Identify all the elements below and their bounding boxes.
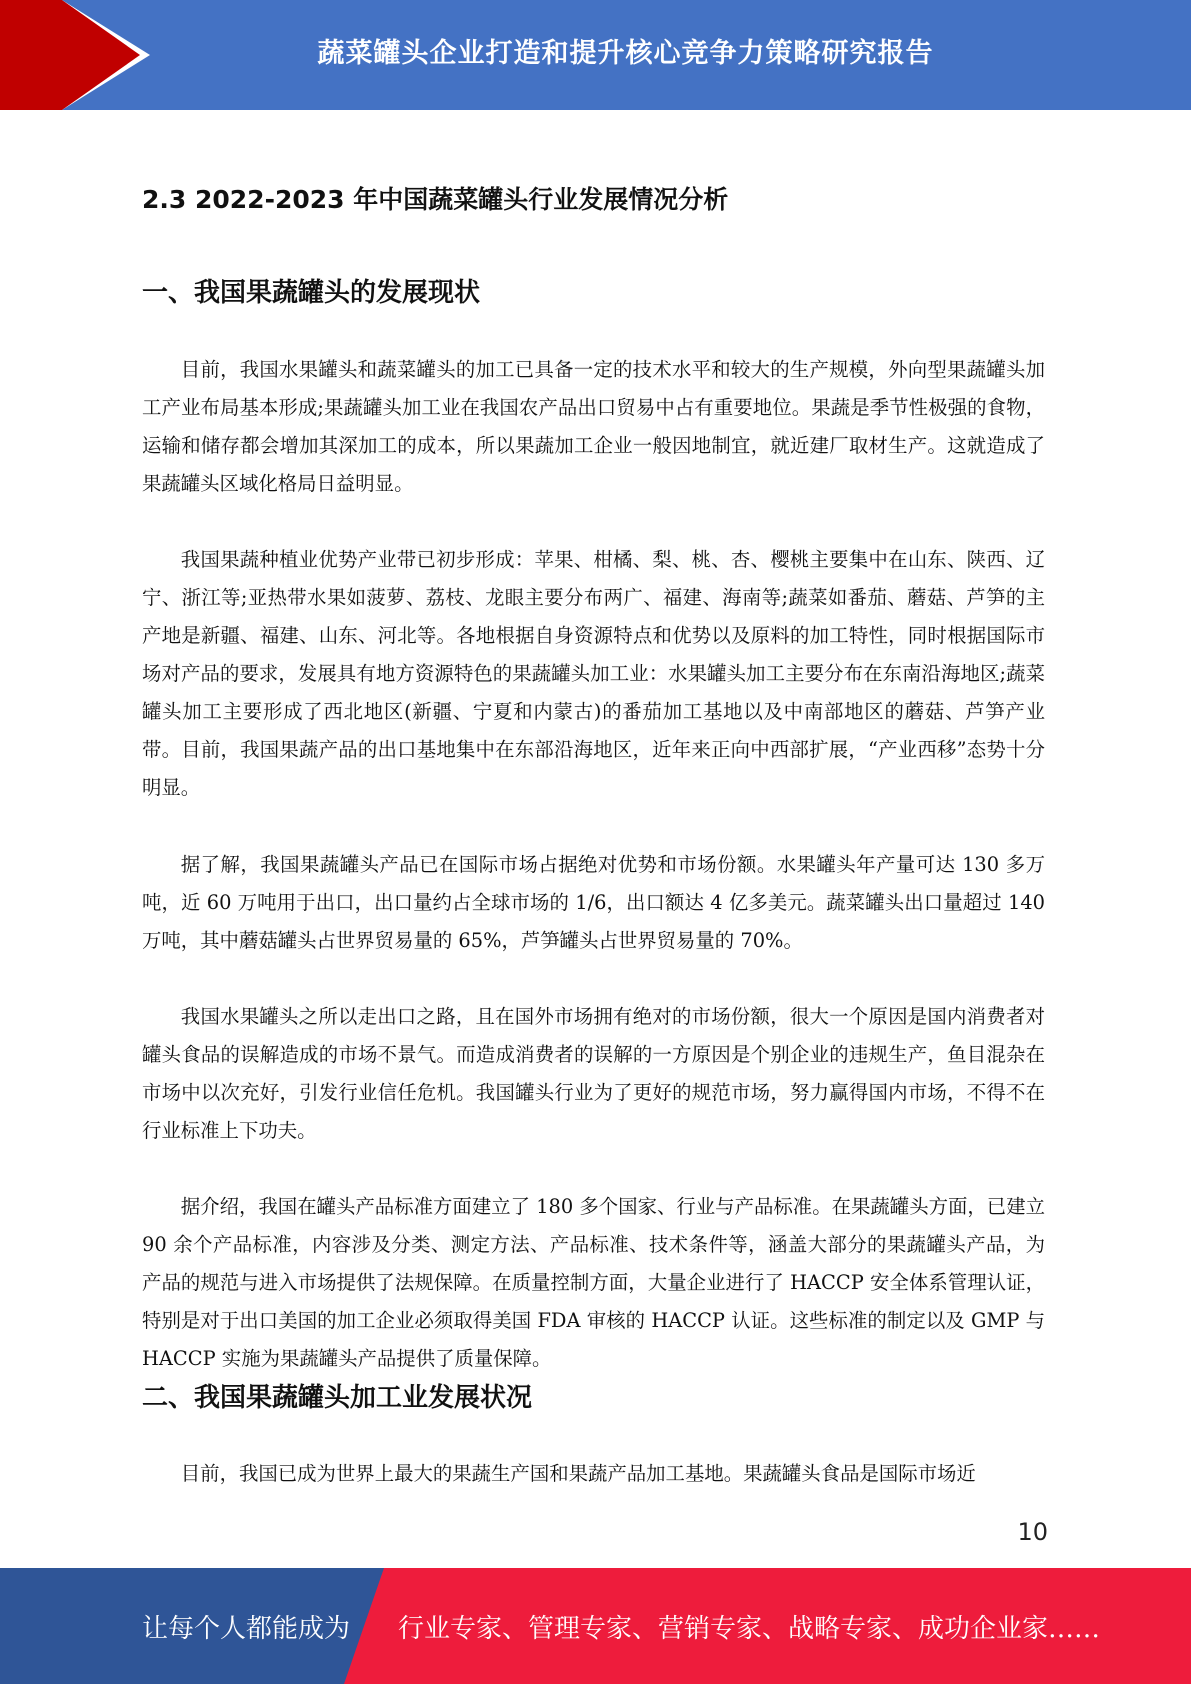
section-title: 2.3 2022-2023 年中国蔬菜罐头行业发展情况分析 [142,185,729,214]
footer-slogan-left: 让每个人都能成为 [142,1613,351,1644]
page-header [0,0,1191,110]
paragraph: 目前，我国已成为世界上最大的果蔬生产国和果蔬产品加工基地。果蔬罐头食品是国际市场近 [180,1462,976,1485]
paragraph: 目前，我国水果罐头和蔬菜罐头的加工已具备一定的技术水平和较大的生产规模，外向型果蔬罐头加工产业布局基本形成;果蔬罐头加工业在我国农产品出口贸易中占有重要地位。果蔬是季节性极强的食物，运输和储存都会增加其深加工的成本，所以果蔬加工企业一般因地制宜，就近建厂取材生产。这就造成了果蔬罐头区域化格局日益明显。 [142,358,1045,495]
report-title: 蔬菜罐头企业打造和提升核心竞争力策略研究报告 [317,37,934,69]
paragraph: 我国水果罐头之所以走出口之路，且在国外市场拥有绝对的市场份额，很大一个原因是国内消费者对罐头食品的误解造成的市场不景气。而造成消费者的误解的一方原因是个别企业的违规生产，鱼目混杂在市场中以次充好，引发行业信任危机。我国罐头行业为了更好的规范市场，努力赢得国内市场，不得不在行业标准上下功夫。 [142,1005,1045,1142]
paragraph: 我国果蔬种植业优势产业带已初步形成：苹果、柑橘、梨、桃、杏、樱桃主要集中在山东、陕西、辽宁、浙江等;亚热带水果如菠萝、荔枝、龙眼主要分布两广、福建、海南等;蔬菜如番茄、蘑菇、芦笋的主产地是新疆、福建、山东、河北等。各地根据自身资源特点和优势以及原料的加工特性，同时根据国际市场对产品的要求，发展具有地方资源特色的果蔬罐头加工业：水果罐头加工主要分布在东南沿海地区;蔬菜罐头加工主要形成了西北地区(新疆、宁夏和内蒙古)的番茄加工基地以及中南部地区的蘑菇、芦笋产业带。目前，我国果蔬产品的出口基地集中在东部沿海地区，近年来正向中西部扩展，“产业西移”态势十分明显。 [142,548,1045,799]
paragraph: 据了解，我国果蔬罐头产品已在国际市场占据绝对优势和市场份额。水果罐头年产量可达 130 多万吨，近 60 万吨用于出口，出口量约占全球市场的 1/6，出口额达 4 亿多美元。蔬菜罐头出口量超过 140 万吨，其中蘑菇罐头占世界贸易量的 65%，芦笋罐头占世界贸易量的 70%。 [142,853,1045,952]
page-footer [0,1568,1191,1684]
paragraph: 据介绍，我国在罐头产品标准方面建立了 180 多个国家、行业与产品标准。在果蔬罐头方面，已建立 90 余个产品标准，内容涉及分类、测定方法、产品标准、技术条件等，涵盖大部分的果蔬罐头产品，为产品的规范与进入市场提供了法规保障。在质量控制方面，大量企业进行了 HACCP 安全体系管理认证，特别是对于出口美国的加工企业必须取得美国 FDA 审核的 HACCP 认证。这些标准的制定以及 GMP 与 HACCP 实施为果蔬罐头产品提供了质量保障。 [142,1195,1045,1370]
header-arrow-decoration [0,0,160,110]
heading-development-status: 一、我国果蔬罐头的发展现状 [142,278,481,308]
heading-processing-industry-status: 二、我国果蔬罐头加工业发展状况 [142,1383,533,1413]
page-number: 10 [1017,1518,1048,1546]
footer-slogan-right: 行业专家、管理专家、营销专家、战略专家、成功企业家…… [398,1613,1101,1644]
